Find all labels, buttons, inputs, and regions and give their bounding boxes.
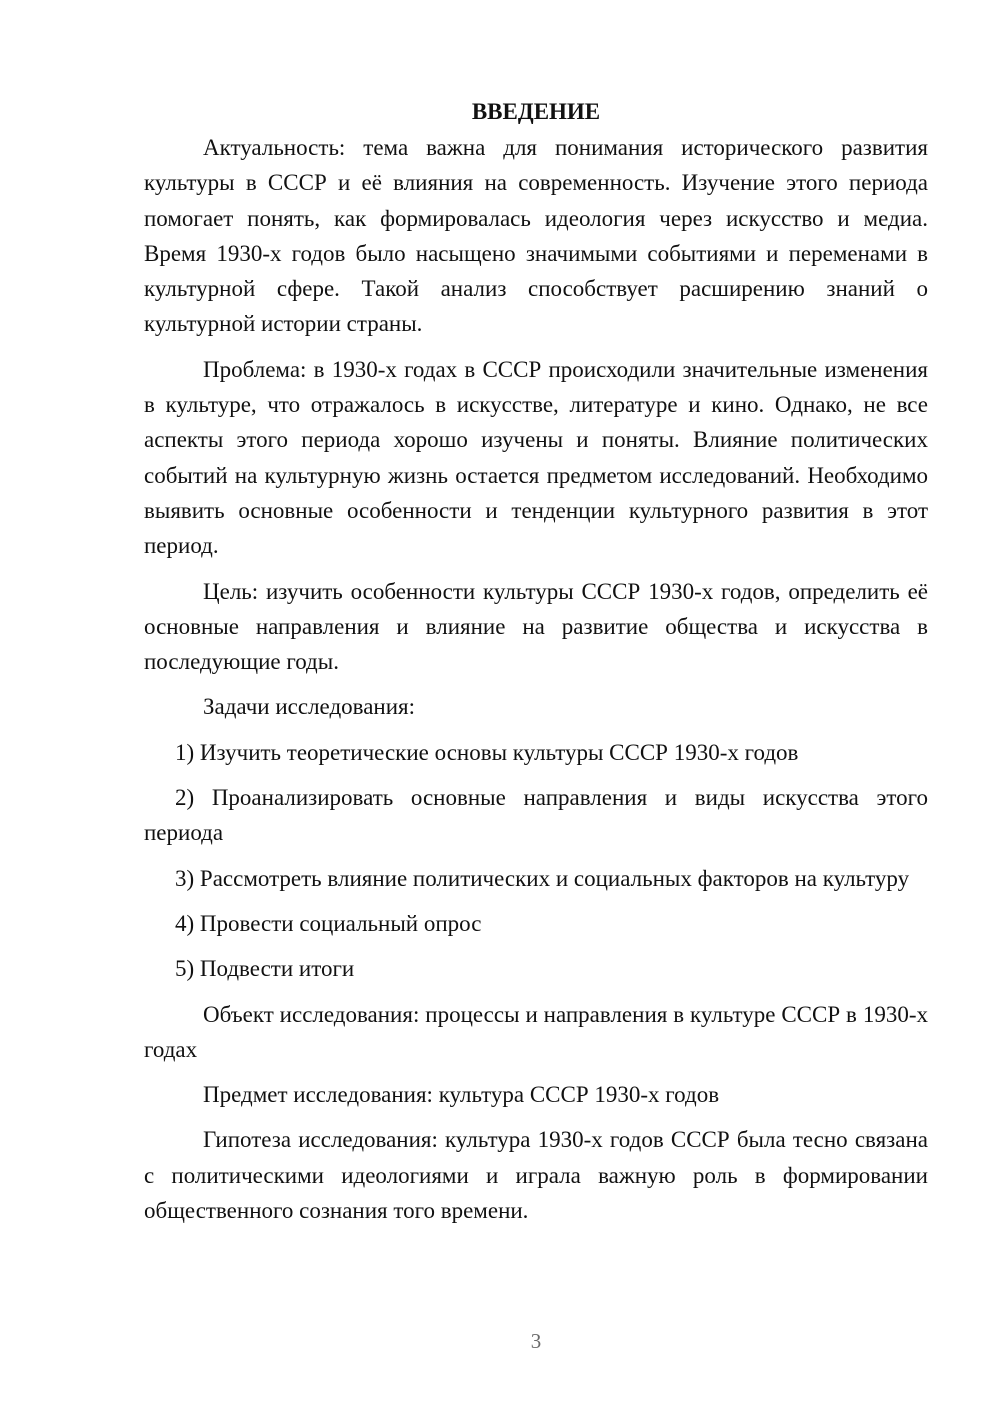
task-item: 4) Провести социальный опрос <box>175 910 482 936</box>
task-item: 3) Рассмотреть влияние политических и социальных факторов на культуру <box>175 865 910 891</box>
page-number: 3 <box>530 1329 542 1353</box>
task-item: 5) Подвести итоги <box>175 956 355 982</box>
subject-paragraph: Предмет исследования: культура СССР 1930-х годов <box>203 1082 720 1108</box>
task-item: 2) Проанализировать основные направления и виды искусства этого периода <box>144 785 928 846</box>
section-title: ВВЕДЕНИЕ <box>471 99 601 124</box>
task-item: 1) Изучить теоретические основы культуры СССР 1930-х годов <box>175 739 799 765</box>
goal-paragraph: Цель: изучить особенности культуры СССР 1930-х годов, определить её основные направления и влияние на развитие общества и искусства в последующие годы. <box>144 578 928 675</box>
relevance-paragraph: Актуальность: тема важна для понимания исторического развития культуры в СССР и её влияния на современность. Изучение этого периода помогает понять, как формировалась идеология через искусство и медиа. Время 1930-х годов было насыщено значимыми событиями и переменами в культурной сфере. Такой анализ способствует расширению знаний о культурной истории страны. <box>144 135 928 337</box>
hypothesis-paragraph: Гипотеза исследования: культура 1930-х годов СССР была тесно связана с политическими идеологиями и играла важную роль в формировании общественного сознания того времени. <box>144 1127 928 1224</box>
tasks-heading: Задачи исследования: <box>203 694 416 720</box>
page-body <box>144 94 928 1228</box>
object-paragraph: Объект исследования: процессы и направления в культуре СССР в 1930-х годах <box>144 1001 928 1062</box>
problem-paragraph: Проблема: в 1930-х годах в СССР происходили значительные изменения в культуре, что отражалось в искусстве, литературе и кино. Однако, не все аспекты этого периода хорошо изучены и поняты. Влияние политических событий на культурную жизнь остается предметом исследований. Необходимо выявить основные особенности и тенденции культурного развития в этот период. <box>144 356 928 559</box>
